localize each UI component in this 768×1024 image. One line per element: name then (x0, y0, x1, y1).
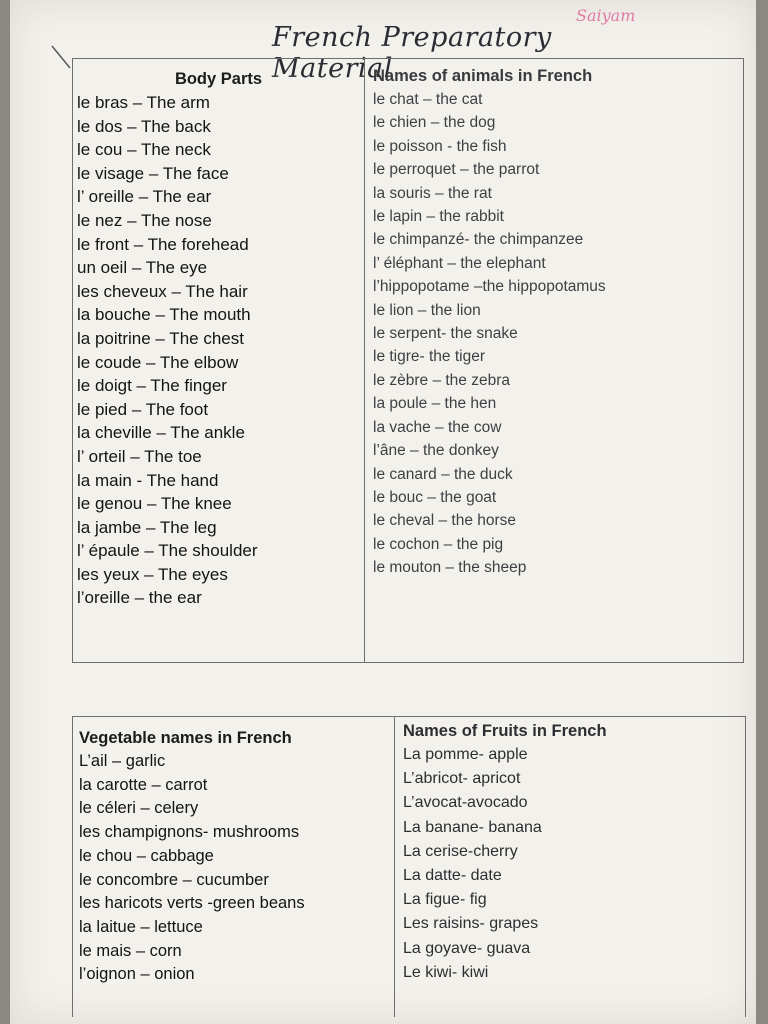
list-item: le cochon – the pig (373, 535, 504, 553)
list-item: La goyave- guava (403, 939, 531, 957)
list-item: le visage – The face (77, 163, 229, 183)
list-item: L’abricot- apricot (403, 770, 521, 788)
list-item: le serpent- the snake (373, 325, 518, 343)
list-item: l’hippopotame –the hippopotamus (373, 278, 606, 296)
list-item: le chat – the cat (373, 91, 483, 108)
list-item: la main - The hand (77, 470, 219, 490)
table-vegetables-fruits (72, 716, 746, 1017)
column-body-parts (73, 59, 365, 662)
list-item: les yeux – The eyes (77, 564, 228, 584)
animals-list (365, 88, 743, 580)
heading-body-parts: Body Parts (174, 70, 263, 88)
list-item: le pied – The foot (77, 399, 209, 419)
table-body-parts-animals (72, 58, 744, 663)
list-item: le concombre – cucumber (79, 870, 269, 889)
list-item: la vache – the cow (373, 418, 502, 436)
list-item: l’ épaule – The shoulder (77, 541, 258, 561)
list-item: le chimpanzé- the chimpanzee (373, 231, 584, 249)
list-item: la laitue – lettuce (79, 917, 203, 936)
list-item: le mouton – the sheep (373, 559, 527, 577)
list-item: l’oreille – the ear (77, 588, 202, 608)
column-vegetables (73, 717, 395, 1017)
list-item: le poisson - the fish (373, 137, 507, 155)
list-item: le cheval – the horse (373, 512, 517, 530)
list-item: le chien – the dog (373, 114, 496, 132)
list-item: la jambe – The leg (77, 517, 217, 537)
pen-tick-mark (50, 44, 74, 72)
list-item: le tigre- the tiger (373, 348, 485, 366)
list-item: La cerise-cherry (403, 842, 518, 860)
list-item: le bras – The arm (77, 93, 210, 112)
list-item: la bouche – The mouth (77, 305, 251, 325)
list-item: le doigt – The finger (77, 376, 227, 396)
list-item: l’oignon – onion (79, 965, 195, 984)
list-item: le canard – the duck (373, 465, 513, 483)
list-item: les haricots verts -green beans (79, 894, 305, 913)
list-item: le perroquet – the parrot (373, 161, 540, 179)
list-item: la poule – the hen (373, 395, 497, 413)
page-title: French Preparatory Material (272, 22, 552, 84)
list-item: l’âne – the donkey (373, 442, 499, 460)
list-item: le lapin – the rabbit (373, 208, 504, 226)
paper-sheet (10, 0, 756, 1024)
body-parts-list (73, 91, 364, 610)
heading-animals: Names of animals in French (373, 67, 593, 85)
list-item: le front – The forehead (77, 234, 249, 254)
list-item: l’ éléphant – the elephant (373, 254, 546, 272)
list-item: le genou – The knee (77, 494, 232, 514)
list-item: le coude – The elbow (77, 352, 239, 372)
list-item: les cheveux – The hair (77, 281, 248, 301)
list-item: le nez – The nose (77, 210, 212, 230)
list-item: la poitrine – The chest (77, 328, 244, 348)
list-item: le chou – cabbage (79, 846, 214, 865)
list-item: le lion – the lion (373, 301, 481, 319)
heading-vegetables: Vegetable names in French (79, 729, 292, 747)
list-item: le mais – corn (79, 941, 182, 960)
column-animals (365, 59, 743, 662)
list-item: La pomme- apple (403, 746, 528, 763)
list-item: La banane- banana (403, 818, 542, 836)
list-item: le zèbre – the zebra (373, 371, 511, 389)
list-item: Les raisins- grapes (403, 915, 539, 933)
list-item: l’ oreille – The ear (77, 187, 212, 207)
list-item: La datte- date (403, 867, 502, 885)
list-item: la souris – the rat (373, 184, 492, 202)
list-item: l’ orteil – The toe (77, 446, 202, 466)
list-item: le cou – The neck (77, 140, 211, 160)
heading-fruits: Names of Fruits in French (403, 722, 607, 740)
list-item: La figue- fig (403, 891, 487, 909)
list-item: Le kiwi- kiwi (403, 963, 489, 981)
list-item: le céleri – celery (79, 799, 199, 818)
vegetables-list (73, 750, 394, 987)
list-item: L’avocat-avocado (403, 794, 528, 812)
list-item: le bouc – the goat (373, 488, 497, 506)
list-item: la carotte – carrot (79, 775, 208, 794)
list-item: le dos – The back (77, 116, 211, 136)
column-fruits (395, 717, 745, 1017)
list-item: les champignons- mushrooms (79, 823, 300, 842)
list-item: L’ail – garlic (79, 752, 166, 770)
list-item: un oeil – The eye (77, 258, 208, 278)
fruits-list (395, 743, 745, 985)
list-item: la cheville – The ankle (77, 423, 245, 443)
signature: Saiyam (576, 6, 636, 25)
